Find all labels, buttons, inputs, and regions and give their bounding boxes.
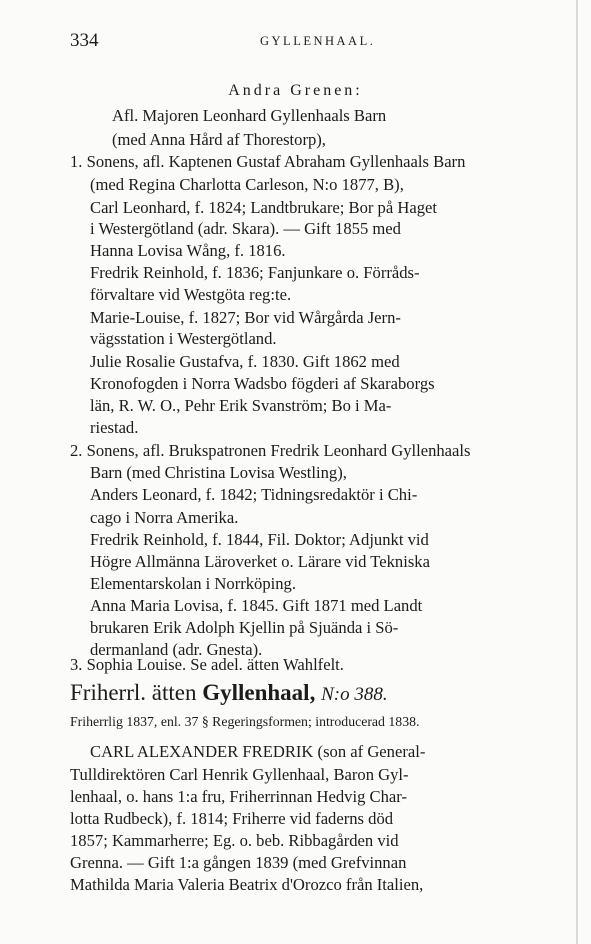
text-line: Fredrik Reinhold, f. 1844, Fil. Doktor; Adjunkt vid xyxy=(90,530,429,549)
text-line: Fredrik Reinhold, f. 1836; Fanjunkare o. Förråds- xyxy=(90,263,420,282)
family-title xyxy=(70,680,388,706)
text-line: Marie-Louise, f. 1827; Bor vid Wårgårda Jern- xyxy=(90,308,401,327)
text-line: Grenna. — Gift 1:a gången 1839 (med Grefvinnan xyxy=(70,853,407,872)
text-line: lotta Rudbeck), f. 1814; Friherre vid faderns död xyxy=(70,809,394,828)
text-line: Carl Leonhard, f. 1824; Landtbrukare; Bor på Haget xyxy=(90,198,437,217)
text-line: CARL ALEXANDER FREDRIK (son af General- xyxy=(90,742,426,761)
text-line: (med Anna Hård af Thorestorp), xyxy=(112,130,326,149)
text-line: län, R. W. O., Pehr Erik Svanström; Bo i Ma- xyxy=(90,396,392,415)
page-number: 334 xyxy=(70,30,99,51)
text-line: 3. Sophia Louise. Se adel. ätten Wahlfelt. xyxy=(70,655,344,674)
title-name: Gyllenhaal, xyxy=(202,680,316,705)
text-line: Anna Maria Lovisa, f. 1845. Gift 1871 med Landt xyxy=(90,596,423,615)
title-number: N:o 388. xyxy=(321,684,388,705)
text-line: förvaltare vid Westgöta reg:te. xyxy=(90,285,292,304)
text-line: brukaren Erik Adolph Kjellin på Sjuända i Sö- xyxy=(90,618,399,637)
text-line: cago i Norra Amerika. xyxy=(90,508,239,527)
text-line: Högre Allmänna Läroverket o. Lärare vid Tekniska xyxy=(90,552,430,571)
text-line: Julie Rosalie Gustafva, f. 1830. Gift 1862 med xyxy=(90,352,400,371)
text-line: 1857; Kammarherre; Eg. o. beb. Ribbagården vid xyxy=(70,831,399,850)
page-header xyxy=(0,30,591,54)
page-edge xyxy=(576,0,578,944)
title-note: Friherrlig 1837, enl. 37 § Regeringsformen; introducerad 1838. xyxy=(70,714,420,729)
text-line: Anders Leonard, f. 1842; Tidningsredaktör i Chi- xyxy=(90,485,418,504)
text-line: 1. Sonens, afl. Kaptenen Gustaf Abraham Gyllenhaals Barn xyxy=(70,152,466,171)
text-line: dermanland (adr. Gnesta). xyxy=(90,640,263,659)
text-line: vägsstation i Westergötland. xyxy=(90,329,277,348)
text-line: Mathilda Maria Valeria Beatrix d'Orozco från Italien, xyxy=(70,875,424,894)
text-line: Kronofogden i Norra Wadsbo fögderi af Skaraborgs xyxy=(90,374,435,393)
running-head: GYLLENHAAL. xyxy=(260,34,376,48)
text-line: lenhaal, o. hans 1:a fru, Friherrinnan Hedvig Char- xyxy=(70,787,407,806)
text-line: Barn (med Christina Lovisa Westling), xyxy=(90,463,347,482)
title-prefix: Friherrl. ätten xyxy=(70,680,197,705)
text-line: 2. Sonens, afl. Brukspatronen Fredrik Leonhard Gyllenhaals xyxy=(70,441,471,460)
section-heading: Andra Grenen: xyxy=(228,82,363,99)
text-line: (med Regina Charlotta Carleson, N:o 1877, B), xyxy=(90,175,404,194)
text-line: Afl. Majoren Leonhard Gyllenhaals Barn xyxy=(112,106,387,125)
text-line: riestad. xyxy=(90,418,139,437)
text-line: Hanna Lovisa Wång, f. 1816. xyxy=(90,241,286,260)
text-line: Elementarskolan i Norrköping. xyxy=(90,574,296,593)
text-line: i Westergötland (adr. Skara). — Gift 1855 med xyxy=(90,219,401,238)
text-line: Tulldirektören Carl Henrik Gyllenhaal, Baron Gyl- xyxy=(70,765,409,784)
